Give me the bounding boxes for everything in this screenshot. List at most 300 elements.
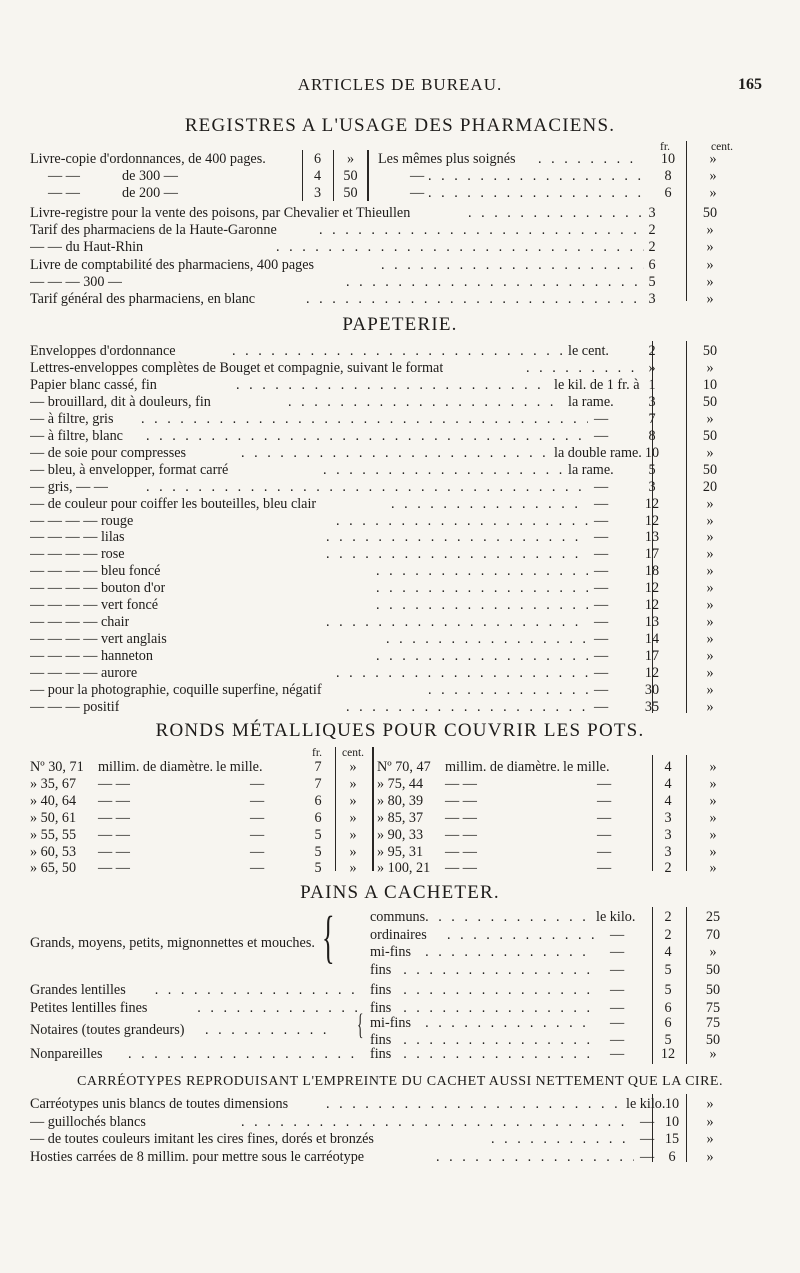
section-title-registres: REGISTRES A L'USAGE DES PHARMACIENS.	[184, 115, 616, 136]
price-francs: 6	[314, 809, 322, 826]
price-centimes: »	[709, 1046, 717, 1062]
papeterie-row	[30, 360, 767, 377]
rond-number: » 40, 64	[30, 792, 77, 809]
papeterie-row	[30, 377, 767, 394]
running-header-title: ARTICLES DE BUREAU.	[297, 75, 503, 94]
price-francs: 3	[648, 205, 656, 221]
dot-leader	[436, 1149, 634, 1166]
dot-leader	[326, 1096, 620, 1113]
price-centimes: 50	[702, 205, 718, 221]
copie-label: —	[410, 168, 425, 184]
dot-leader	[346, 274, 644, 291]
pains-notaires-label: Notaires (toutes grandeurs)	[30, 1022, 185, 1038]
rond-unit: —	[597, 792, 612, 809]
item-label: — à filtre, blanc	[30, 427, 123, 444]
item-unit: —	[594, 427, 609, 444]
item-unit: —	[610, 926, 625, 943]
rond-desc: — —	[445, 843, 477, 860]
rond-number: » 75, 44	[377, 775, 424, 792]
item-label: Grandes lentilles	[30, 982, 126, 998]
registres-col-cent: cent.	[710, 141, 734, 153]
brace-small-icon: {	[357, 1008, 364, 1041]
price-francs: 14	[644, 631, 660, 648]
dot-leader	[538, 151, 642, 168]
price-francs: 12	[644, 495, 660, 512]
price-centimes: »	[349, 860, 357, 877]
dot-leader	[146, 479, 588, 496]
item-unit: la rame.	[568, 461, 614, 478]
quality-label: fins	[370, 982, 392, 998]
price-francs: 3	[648, 478, 656, 495]
item-unit: la double rame.	[554, 444, 642, 461]
price-centimes: »	[706, 614, 714, 631]
dot-leader	[197, 1000, 364, 1017]
price-francs: 5	[664, 961, 672, 978]
price-francs: 12	[660, 1046, 676, 1062]
price-centimes: »	[706, 1096, 714, 1112]
item-unit: —	[640, 1148, 655, 1165]
item-label: — bleu, à envelopper, format carré	[30, 461, 229, 478]
item-label: Tarif des pharmaciens de la Haute-Garonne	[30, 222, 277, 239]
copie-label: —	[410, 185, 425, 201]
price-francs: 3	[664, 809, 672, 826]
price-francs: 2	[664, 860, 672, 877]
price-centimes: 50	[705, 1032, 721, 1048]
price-centimes: 25	[705, 909, 721, 925]
dot-leader	[468, 205, 644, 222]
price-francs: 35	[644, 698, 660, 715]
item-unit: —	[594, 631, 609, 648]
item-label: — — — — vert foncé	[30, 597, 159, 614]
price-centimes: »	[706, 291, 714, 307]
quality-label: mi-fins	[370, 944, 411, 960]
papeterie-row	[30, 411, 767, 428]
price-francs: 17	[644, 648, 660, 665]
dot-leader	[381, 257, 644, 274]
item-label: — — — — rouge	[30, 512, 134, 529]
price-centimes: 50	[702, 393, 718, 410]
papeterie-row	[30, 343, 767, 360]
dot-leader	[425, 909, 594, 926]
dot-leader	[326, 614, 588, 631]
dot-leader	[155, 982, 364, 999]
price-francs: 6	[313, 151, 322, 167]
papeterie-row	[30, 529, 767, 546]
price-francs: 12	[644, 665, 660, 682]
price-centimes: »	[709, 809, 717, 826]
dot-leader	[403, 962, 594, 979]
price-francs: 1	[648, 376, 656, 393]
price-francs: 5	[664, 982, 672, 998]
dot-leader	[403, 982, 594, 999]
item-label: — de toutes couleurs imitant les cires fines, dorés et bronzés	[30, 1131, 374, 1147]
carreotype-row	[30, 1114, 767, 1131]
dot-leader	[128, 1046, 358, 1063]
item-unit: —	[610, 1015, 625, 1031]
item-unit: —	[594, 478, 609, 495]
dot-leader	[288, 394, 562, 411]
dot-leader	[376, 597, 588, 614]
registre-row	[30, 257, 767, 274]
ditto-mark: — —	[48, 185, 80, 201]
price-francs: 5	[314, 826, 322, 843]
price-francs: 3	[664, 826, 672, 843]
item-unit: —	[594, 546, 609, 563]
registre-row	[30, 239, 767, 256]
rond-unit: —	[250, 860, 265, 877]
price-francs: 12	[644, 512, 660, 529]
quality-label: fins	[370, 961, 392, 978]
quality-label: fins	[370, 999, 392, 1016]
price-centimes: »	[709, 151, 717, 167]
item-unit: —	[594, 665, 609, 682]
rond-number: » 100, 21	[377, 860, 431, 877]
item-unit: le cent.	[568, 343, 609, 359]
item-label: Livre de comptabilité des pharmaciens, 400 pages	[30, 256, 315, 273]
item-unit: —	[594, 563, 609, 580]
price-francs: 2	[664, 926, 672, 943]
papeterie-row	[30, 428, 767, 445]
price-francs: 5	[314, 860, 322, 877]
price-francs: 5	[648, 461, 656, 478]
registre-row	[30, 291, 767, 308]
item-label: Nonpareilles	[30, 1046, 103, 1062]
price-francs: 3	[648, 393, 656, 410]
rond-unit: —	[597, 860, 612, 877]
running-header	[0, 76, 800, 98]
price-centimes: »	[706, 665, 714, 682]
price-centimes: »	[349, 809, 357, 826]
ronds-col-fr: fr.	[312, 747, 322, 759]
papeterie-row	[30, 496, 767, 513]
rond-unit: le mille.	[216, 759, 263, 775]
item-label: Hosties carrées de 8 millim. pour mettre sous le carréotype	[30, 1148, 365, 1165]
rond-unit: —	[250, 775, 265, 792]
item-unit: —	[610, 961, 625, 978]
section-title-ronds: RONDS MÉTALLIQUES POUR COUVRIR LES POTS.	[155, 720, 645, 741]
item-label: — gris, — —	[30, 478, 109, 495]
dot-leader	[428, 185, 642, 202]
price-centimes: »	[706, 698, 714, 715]
item-label: — — — — rose	[30, 546, 125, 563]
brace-icon: {	[322, 904, 335, 969]
quality-label: fins	[370, 1046, 392, 1062]
price-francs: 6	[314, 792, 322, 809]
copie-label: de 300 —	[122, 168, 178, 184]
papeterie-row	[30, 648, 767, 665]
item-unit: —	[594, 698, 609, 715]
item-label: — — — positif	[30, 698, 120, 715]
item-unit: —	[594, 648, 609, 665]
dot-leader	[386, 631, 588, 648]
page-number: 165	[738, 76, 762, 93]
item-unit: la rame.	[568, 393, 614, 410]
rond-desc: — —	[445, 775, 477, 792]
item-label: Petites lentilles fines	[30, 999, 148, 1016]
item-label: — brouillard, dit à douleurs, fin	[30, 393, 211, 410]
price-francs: 5	[648, 273, 656, 290]
papeterie-row	[30, 665, 767, 682]
rond-desc: — —	[98, 792, 130, 809]
rond-number: » 90, 33	[377, 826, 424, 843]
price-francs: 3	[313, 185, 322, 201]
price-francs: 15	[664, 1131, 680, 1147]
rond-unit: —	[597, 826, 612, 843]
price-centimes: 75	[705, 999, 721, 1016]
price-centimes: 50	[343, 168, 358, 184]
price-francs: 30	[644, 682, 660, 698]
price-centimes: »	[709, 168, 717, 184]
item-unit: —	[610, 1032, 625, 1048]
dot-leader	[241, 1114, 634, 1131]
price-centimes: »	[706, 512, 714, 529]
item-unit: —	[640, 1113, 655, 1130]
price-francs: 13	[644, 614, 660, 631]
item-label: Lettres-enveloppes complètes de Bouget et compagnie, suivant le format	[30, 359, 444, 376]
section-title-papeterie: PAPETERIE.	[342, 314, 458, 335]
rond-unit: le mille.	[563, 759, 610, 775]
papeterie-row	[30, 580, 767, 597]
price-centimes: »	[709, 860, 717, 877]
price-centimes: »	[706, 359, 714, 376]
dot-leader	[403, 1046, 594, 1063]
item-label: — — — — vert anglais	[30, 631, 167, 648]
papeterie-row	[30, 394, 767, 411]
papeterie-row	[30, 682, 767, 699]
rond-desc: — —	[98, 775, 130, 792]
dot-leader	[141, 411, 588, 428]
dot-leader	[376, 563, 588, 580]
papeterie-row	[30, 597, 767, 614]
price-centimes: 10	[702, 376, 718, 393]
rond-desc: millim. de diamètre.	[445, 759, 561, 775]
price-centimes: »	[706, 580, 714, 597]
rond-desc: — —	[98, 843, 130, 860]
price-francs: 8	[648, 427, 656, 444]
rule-pains-cent	[686, 907, 687, 1064]
price-centimes: »	[709, 759, 717, 775]
price-francs: 6	[664, 185, 672, 201]
price-francs: 10	[644, 444, 660, 461]
price-francs: 10	[664, 1113, 680, 1130]
papeterie-row	[30, 631, 767, 648]
copie-label: de 200 —	[122, 185, 178, 201]
price-francs: 3	[664, 843, 672, 860]
rond-desc: — —	[98, 860, 130, 877]
item-unit: —	[594, 682, 609, 698]
price-francs: 3	[648, 291, 656, 307]
item-label: — à filtre, gris	[30, 410, 114, 427]
dot-leader	[326, 546, 588, 563]
quality-label: mi-fins	[370, 1015, 411, 1031]
papeterie-row	[30, 563, 767, 580]
dot-leader	[241, 445, 548, 462]
dot-leader	[425, 1015, 594, 1032]
rond-desc: — —	[445, 860, 477, 877]
item-unit: —	[594, 580, 609, 597]
dot-leader	[306, 291, 644, 308]
item-unit: —	[594, 410, 609, 427]
price-francs: 2	[664, 909, 672, 925]
item-label: Carréotypes unis blancs de toutes dimensions	[30, 1096, 289, 1112]
dot-leader	[346, 699, 588, 716]
item-unit: —	[594, 495, 609, 512]
rond-unit: —	[250, 792, 265, 809]
price-centimes: 20	[702, 478, 718, 495]
quality-label: communs	[370, 909, 426, 925]
dot-leader	[205, 1022, 335, 1039]
rule-copie-3	[367, 150, 369, 201]
item-unit: —	[610, 1046, 625, 1062]
rond-unit: —	[250, 826, 265, 843]
pains-group-label: Grands, moyens, petits, mignonnettes et mouches.	[30, 935, 315, 951]
rond-unit: —	[597, 809, 612, 826]
papeterie-row	[30, 546, 767, 563]
price-centimes: »	[709, 944, 717, 960]
papeterie-row	[30, 614, 767, 631]
item-label: — — — — chair	[30, 614, 130, 631]
dot-leader	[376, 580, 588, 597]
price-francs: 2	[648, 222, 656, 239]
price-centimes: »	[706, 273, 714, 290]
item-unit: —	[594, 512, 609, 529]
item-unit: le kilo.	[596, 909, 636, 925]
rond-unit: —	[597, 843, 612, 860]
item-label: — — du Haut-Rhin	[30, 239, 144, 256]
dot-leader	[232, 343, 562, 360]
dot-leader	[336, 513, 588, 530]
price-francs: 6	[664, 999, 672, 1016]
item-label: — pour la photographie, coquille superfine, négatif	[30, 682, 322, 698]
dot-leader	[323, 462, 562, 479]
price-francs: 10	[664, 1096, 680, 1112]
papeterie-row	[30, 513, 767, 530]
section-title-carreotypes: CARRÉOTYPES REPRODUISANT L'EMPREINTE DU CACHET AUSSI NETTEMENT QUE LA CIRE.	[77, 1074, 723, 1089]
price-centimes: »	[349, 759, 357, 775]
price-francs: 12	[644, 597, 660, 614]
rond-number: » 80, 39	[377, 792, 424, 809]
dot-leader	[428, 682, 588, 699]
price-francs: 6	[668, 1148, 676, 1165]
price-francs: 4	[664, 792, 672, 809]
price-francs: 5	[664, 1032, 672, 1048]
rond-desc: — —	[98, 826, 130, 843]
price-francs: 12	[644, 580, 660, 597]
item-unit: —	[640, 1131, 655, 1147]
dot-leader	[403, 1000, 594, 1017]
copie-label: Livre-copie d'ordonnances, de 400 pages.	[30, 151, 266, 167]
rond-number: Nº 70, 47	[377, 759, 431, 775]
rond-number: » 85, 37	[377, 809, 424, 826]
price-centimes: »	[706, 597, 714, 614]
price-francs: 4	[664, 759, 672, 775]
dot-leader	[376, 648, 588, 665]
rond-desc: — —	[445, 809, 477, 826]
price-francs: 13	[644, 529, 660, 546]
item-unit: —	[610, 944, 625, 960]
registre-row	[30, 222, 767, 239]
price-francs: 6	[648, 256, 656, 273]
rond-unit: —	[250, 809, 265, 826]
price-centimes: »	[706, 529, 714, 546]
price-centimes: 70	[705, 926, 721, 943]
price-centimes: »	[349, 775, 357, 792]
price-centimes: »	[706, 410, 714, 427]
item-unit: —	[610, 982, 625, 998]
price-francs: 6	[664, 1015, 672, 1031]
price-centimes: »	[706, 682, 714, 698]
item-label: — de couleur pour coiffer les bouteilles, bleu clair	[30, 495, 317, 512]
item-unit: —	[594, 597, 609, 614]
price-centimes: »	[706, 444, 714, 461]
price-francs: 5	[314, 843, 322, 860]
item-label: — — — — bleu foncé	[30, 563, 161, 580]
rond-unit: —	[250, 843, 265, 860]
price-francs: 17	[644, 546, 660, 563]
price-francs: 18	[644, 563, 660, 580]
price-centimes: »	[706, 1148, 714, 1165]
quality-label: ordinaires	[370, 926, 427, 943]
dot-leader	[326, 529, 588, 546]
dot-leader	[491, 1131, 634, 1148]
price-francs: »	[648, 359, 656, 376]
rond-desc: — —	[445, 826, 477, 843]
price-centimes: »	[349, 826, 357, 843]
price-centimes: 50	[705, 982, 721, 998]
item-label: Livre-registre pour la vente des poisons, par Chevalier et Thieullen	[30, 205, 411, 221]
price-centimes: 50	[343, 185, 358, 201]
dot-leader	[425, 944, 594, 961]
price-centimes: »	[709, 792, 717, 809]
papeterie-row	[30, 462, 767, 479]
price-centimes: 75	[705, 1015, 721, 1031]
price-centimes: »	[706, 648, 714, 665]
item-unit: —	[594, 529, 609, 546]
rond-number: » 95, 31	[377, 843, 424, 860]
item-label: Enveloppes d'ordonnance	[30, 343, 176, 359]
item-label: — guillochés blancs	[30, 1113, 146, 1130]
rond-desc: — —	[445, 792, 477, 809]
dot-leader	[391, 496, 588, 513]
item-unit: —	[594, 614, 609, 631]
price-francs: 4	[664, 775, 672, 792]
price-francs: 10	[660, 151, 676, 167]
rond-desc: — —	[98, 809, 130, 826]
carreotype-row	[30, 1096, 767, 1113]
price-centimes: »	[706, 222, 714, 239]
price-centimes: »	[709, 826, 717, 843]
quality-label: fins	[370, 1032, 392, 1048]
price-francs: 8	[664, 168, 672, 184]
price-centimes: »	[349, 843, 357, 860]
price-centimes: »	[349, 792, 357, 809]
dot-leader	[428, 168, 642, 185]
price-centimes: »	[706, 239, 714, 256]
price-centimes: »	[709, 775, 717, 792]
item-label: — — — — aurore	[30, 665, 138, 682]
ditto-mark: — —	[48, 168, 80, 184]
carreotype-row	[30, 1149, 767, 1166]
item-label: — — — — lilas	[30, 529, 125, 546]
rond-number: » 35, 67	[30, 775, 77, 792]
ronds-col-cent: cent.	[341, 747, 365, 759]
price-centimes: »	[706, 1131, 714, 1147]
item-label: Papier blanc cassé, fin	[30, 376, 157, 393]
price-centimes: 50	[702, 427, 718, 444]
price-centimes: 50	[702, 461, 718, 478]
price-centimes: »	[709, 843, 717, 860]
section-title-pains: PAINS A CACHETER.	[300, 882, 500, 903]
